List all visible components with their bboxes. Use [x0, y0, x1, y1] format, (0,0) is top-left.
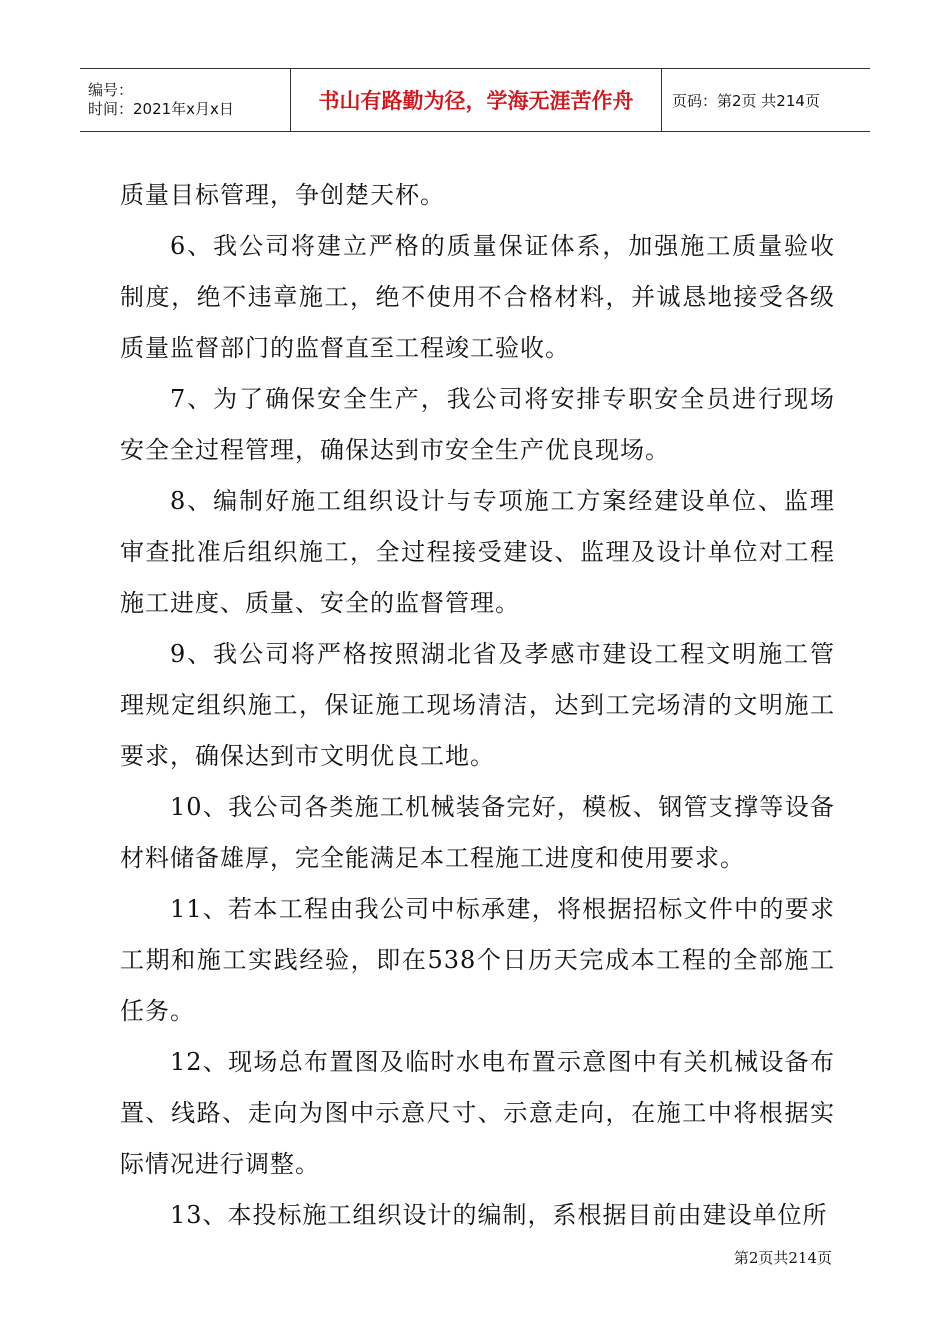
paragraph-3: 8、编制好施工组织设计与专项施工方案经建设单位、监理审查批准后组织施工，全过程接受建设、监理及设计单位对工程施工进度、质量、安全的监督管理。: [120, 487, 835, 617]
header-page-info: 页码：第2页 共214页: [672, 91, 820, 110]
paragraph-5: 10、我公司各类施工机械装备完好，模板、钢管支撑等设备材料储备雄厚，完全能满足本工程施工进度和使用要求。: [120, 793, 835, 872]
header-number-label: 编号：: [88, 81, 134, 99]
header-meta: [80, 69, 290, 131]
paragraph-6: 11、若本工程由我公司中标承建，将根据招标文件中的要求工期和施工实践经验，即在538个日历天完成本工程的全部施工任务。: [120, 895, 835, 1025]
paragraph-8: 13、本投标施工组织设计的编制，系根据目前由建设单位所: [170, 1201, 828, 1229]
paragraph-1: 6、我公司将建立严格的质量保证体系，加强施工质量验收制度，绝不违章施工，绝不使用不合格材料，并诚恳地接受各级质量监督部门的监督直至工程竣工验收。: [120, 232, 835, 362]
page-footer: 第2页共214页: [733, 1249, 832, 1267]
header-motto: 书山有路勤为径，学海无涯苦作舟: [290, 69, 662, 131]
paragraph-7: 12、现场总布置图及临时水电布置示意图中有关机械设备布置、线路、走向为图中示意尺寸、示意走向，在施工中将根据实际情况进行调整。: [120, 1048, 835, 1178]
paragraph-0: 质量目标管理，争创楚天杯。: [120, 181, 445, 209]
paragraph-2: 7、为了确保安全生产，我公司将安排专职安全员进行现场安全全过程管理，确保达到市安全生产优良现场。: [120, 385, 835, 464]
document-body: [120, 170, 835, 1241]
header-time-label: 时间：2021年x月x日: [88, 100, 234, 118]
paragraph-4: 9、我公司将严格按照湖北省及孝感市建设工程文明施工管理规定组织施工，保证施工现场清洁，达到工完场清的文明施工要求，确保达到市文明优良工地。: [120, 640, 835, 770]
page-header: [80, 68, 870, 132]
